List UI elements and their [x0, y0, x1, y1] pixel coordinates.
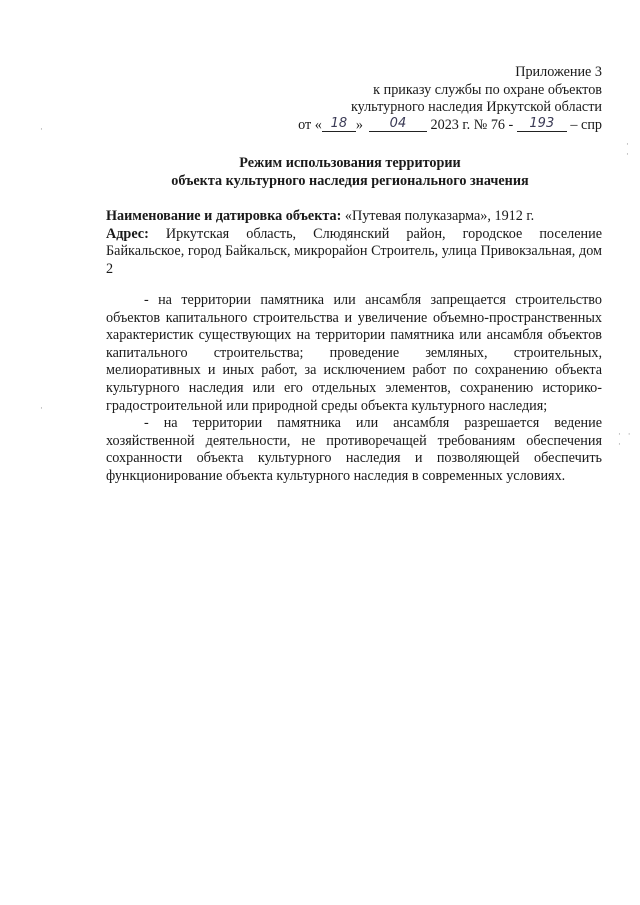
date-prefix: от «	[298, 116, 322, 133]
handwritten-day: 18	[322, 117, 356, 132]
order-reference-line: к приказу службы по охране объектов	[373, 81, 602, 98]
document-title	[90, 154, 610, 190]
regime-paragraph-prohibitions: - на территории памятника или ансамбля запрещается строительство объектов капитального строительства и увеличение объемно-пространственных характеристик существующих на территории памятника или ансамбля объектов капитального строительства; проведение земляных, строительных, мелиоративных и иных работ, за исключением работ по сохранению объекта культурного наследия или его отдельных элементов, сохранению историко-градостроительной или природной среды объекта культурного наследия;	[106, 292, 602, 414]
regime-body	[106, 292, 602, 486]
scan-artifact: ·	[40, 404, 45, 414]
scan-artifact: ·	[40, 125, 45, 135]
handwritten-order-number: 193	[517, 117, 567, 132]
title-line-2: объекта культурного наследия регионального значения	[171, 173, 529, 189]
handwritten-month: 04	[369, 117, 427, 132]
object-name-row	[106, 208, 602, 226]
scan-artifact: · ·	[626, 140, 631, 160]
scan-artifact: · · ·	[618, 430, 633, 450]
date-mid: »	[355, 116, 363, 133]
appendix-number: Приложение 3	[515, 64, 602, 80]
object-address-label: Адрес:	[106, 225, 149, 242]
order-date-line	[298, 117, 602, 135]
year-and-order-prefix: 2023 г. № 76 -	[430, 116, 514, 133]
object-info	[106, 208, 602, 278]
order-suffix: – спр	[570, 116, 602, 133]
order-authority-line: культурного наследия Иркутской области	[350, 99, 602, 116]
object-name-value: «Путевая полуказарма», 1912 г.	[344, 208, 535, 224]
regime-paragraph-permissions: - на территории памятника или ансамбля разрешается ведение хозяйственной деятельности, не противоречащей требованиям обеспечения сохранности объекта культурного наследия и позволяющей обеспечить функционирование объекта культурного наследия в современных условиях.	[106, 415, 602, 484]
object-address-row	[106, 226, 602, 279]
object-name-label: Наименование и датировка объекта:	[106, 208, 342, 224]
appendix-header	[298, 64, 602, 134]
object-address-value: Иркутская область, Слюдянский район, городское поселение Байкальское, город Байкальск, микрорайон Строитель, улица Привокзальная, дом 2	[106, 225, 602, 277]
title-line-1: Режим использования территории	[239, 155, 461, 171]
